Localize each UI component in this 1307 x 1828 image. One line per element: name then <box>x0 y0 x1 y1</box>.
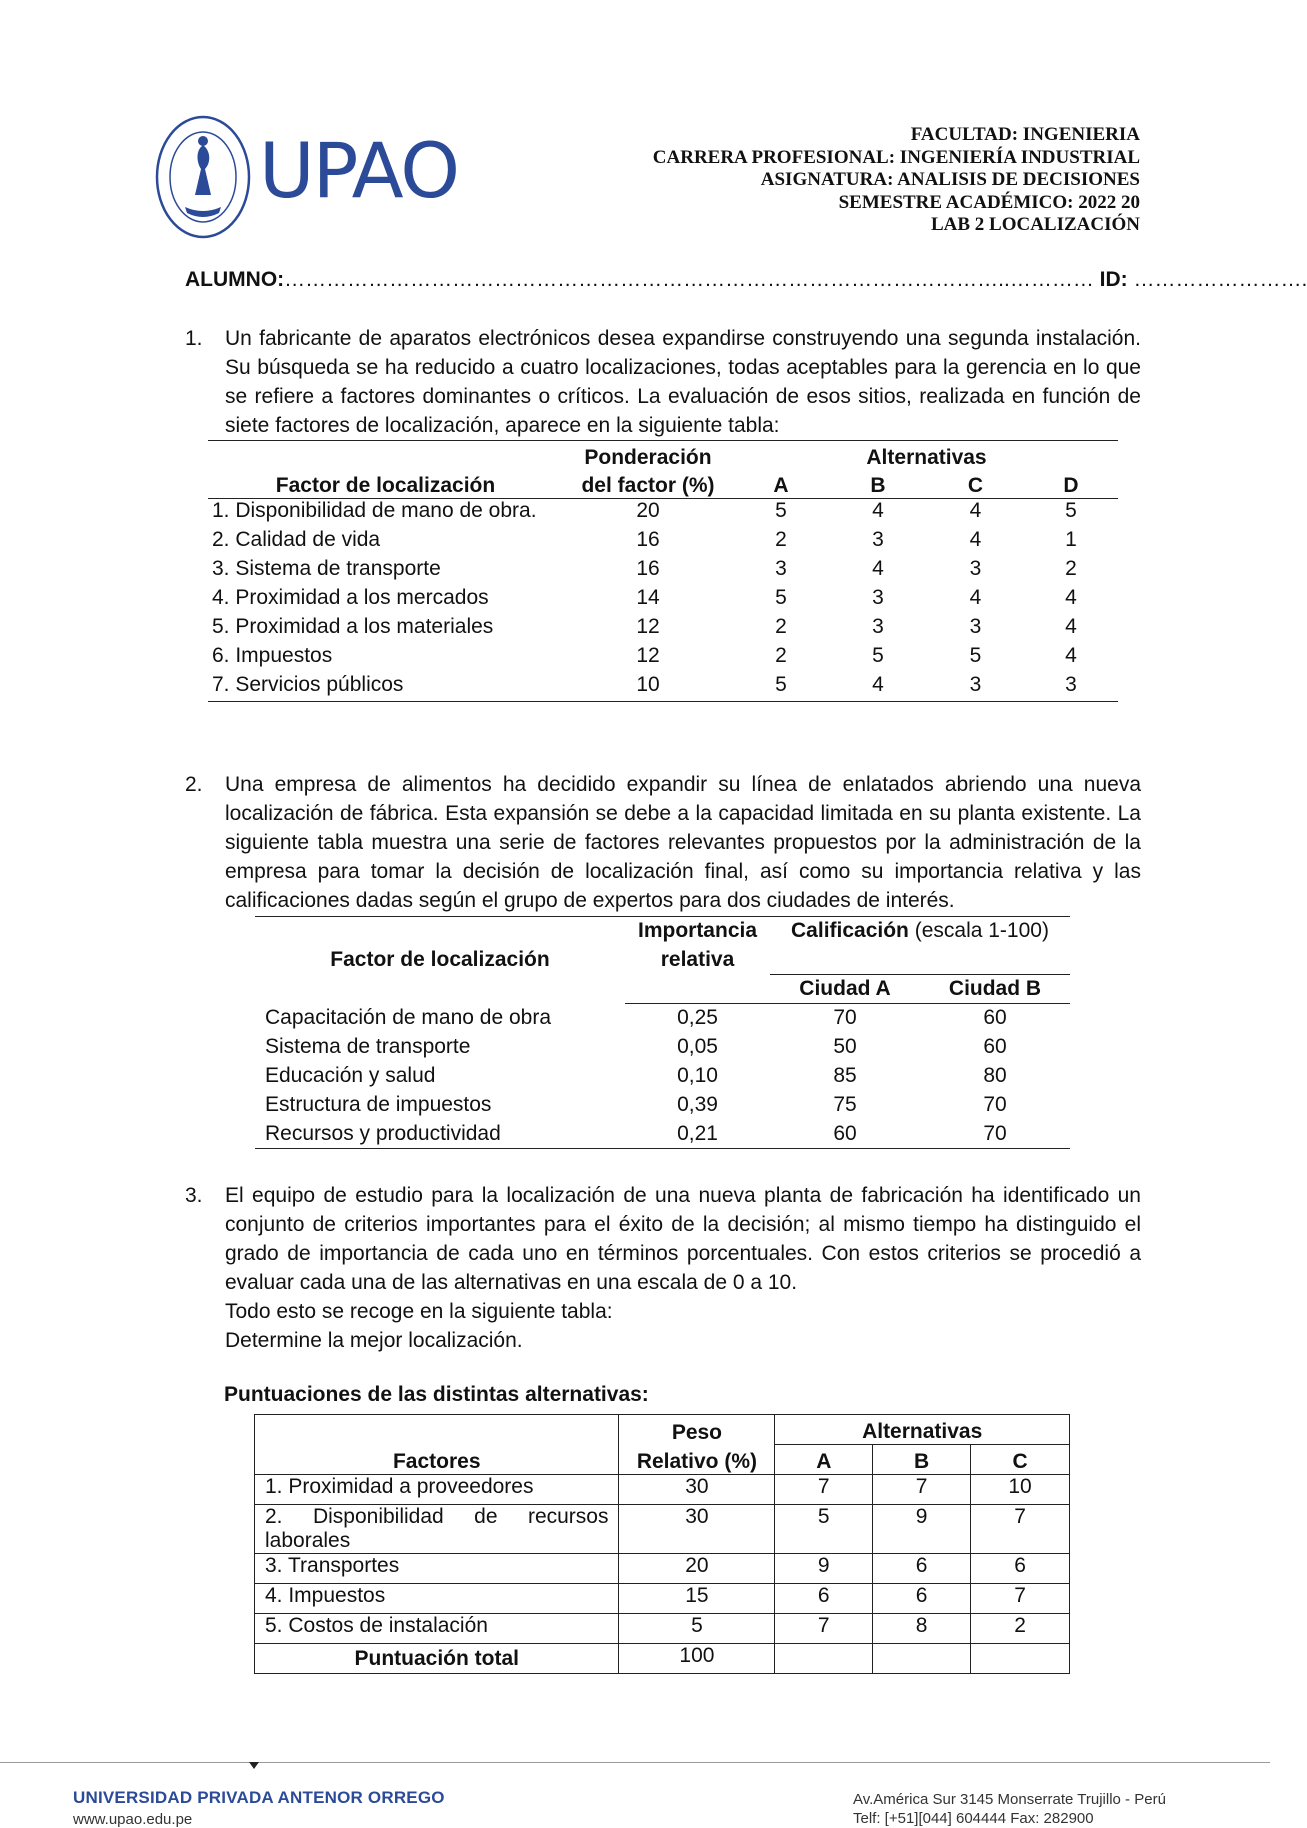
rating-label: Calificación <box>791 919 909 943</box>
city-a-cell: 60 <box>833 1121 857 1145</box>
weight-cell: 12 <box>636 643 660 667</box>
factor-cell: 4. Impuestos <box>255 1584 619 1614</box>
question-text: El equipo de estudio para la localización de una nueva planta de fabricación ha identificado un conjunto de criterios importantes para el éxito de la decisión; al mismo tiempo ha distinguido el grado de importancia de cada uno en términos porcentuales. Con estos criterios se procedió a evaluar cada una de las alternativas en una escala de 0 a 10. <box>225 1184 1141 1294</box>
factor-cell: 5. Costos de instalación <box>255 1614 619 1644</box>
alt-c-cell: 6 <box>971 1554 1070 1584</box>
alternatives-score-table <box>254 1414 1070 1674</box>
subject-line: ASIGNATURA: ANALISIS DE DECISIONES <box>760 169 1140 190</box>
logo-wordmark: UPAO <box>259 126 459 215</box>
alt-a-cell: 6 <box>775 1584 873 1614</box>
question-number: 1. <box>185 327 203 350</box>
faculty-line: FACULTAD: INGENIERIA <box>910 124 1140 145</box>
alt-b-cell: 3 <box>872 585 884 609</box>
table-row <box>208 557 1118 586</box>
weight-cell: 5 <box>619 1614 775 1644</box>
alt-d-cell: 4 <box>1065 585 1077 609</box>
weight-header: Peso <box>619 1415 775 1445</box>
table-row <box>255 1505 1070 1554</box>
factor-cell: 1. Disponibilidad de mano de obra. <box>212 499 537 522</box>
table-row <box>208 615 1118 644</box>
alt-d-cell: 4 <box>1065 643 1077 667</box>
alt-c-cell: 7 <box>971 1505 1070 1554</box>
question-line: Todo esto se recoge en la siguiente tabla: <box>225 1300 613 1323</box>
weight-cell: 20 <box>636 499 660 522</box>
alt-c-cell: 4 <box>969 585 982 609</box>
alt-b-header: B <box>829 470 927 499</box>
alt-b-cell: 4 <box>872 499 884 522</box>
table-caption: Puntuaciones de las distintas alternativas: <box>224 1383 649 1406</box>
question-1 <box>185 324 1141 440</box>
alt-a-cell: 2 <box>775 527 787 551</box>
alt-d-header: D <box>1024 470 1118 499</box>
question-text: Un fabricante de aparatos electrónicos desea expandirse construyendo una segunda instalación. Su búsqueda se ha reducido a cuatro localizaciones, todas aceptables para la gerencia en lo que se refiere a factores dominantes o críticos. La evaluación de esos sitios, realizada en función de siete factores de localización, aparece en la siguiente tabla: <box>225 327 1141 437</box>
upao-logo <box>155 115 465 241</box>
footer-university <box>73 1788 445 1828</box>
alt-d-cell: 2 <box>1065 556 1077 580</box>
alt-c-cell: 4 <box>969 527 982 551</box>
website-link[interactable]: www.upao.edu.pe <box>73 1811 193 1828</box>
alt-c-cell: 3 <box>969 556 982 580</box>
importance-subheader: relativa <box>660 948 735 971</box>
city-a-cell: 50 <box>833 1035 857 1058</box>
table-row <box>255 1120 1070 1149</box>
alternatives-header: Alternativas <box>775 1415 1070 1445</box>
table-row <box>255 1062 1070 1091</box>
university-name: UNIVERSIDAD PRIVADA ANTENOR ORREGO <box>73 1788 445 1807</box>
alt-b-cell: 9 <box>873 1505 971 1554</box>
weight-cell: 15 <box>619 1584 775 1614</box>
alt-c-cell: 2 <box>971 1614 1070 1644</box>
alt-d-cell: 1 <box>1065 527 1077 551</box>
weight-subheader: del factor (%) <box>563 470 733 499</box>
factor-cell: Educación y salud <box>265 1064 436 1087</box>
factor-cell: Sistema de transporte <box>265 1035 471 1058</box>
table-row <box>255 1584 1070 1614</box>
question-text: Una empresa de alimentos ha decidido expandir su línea de enlatados abriendo una nueva localización de fábrica. Esta expansión se debe a la capacidad limitada en su planta existente. La siguiente tabla muestra una serie de factores relevantes propuestos por la administración de la empresa para tomar la decisión de localización final, así como su importancia relativa y las calificaciones dadas según el grupo de expertos para dos ciudades de interés. <box>225 773 1141 912</box>
table-row <box>255 1091 1070 1120</box>
alt-b-cell: 3 <box>872 527 884 551</box>
alt-a-header: A <box>775 1445 873 1475</box>
alt-b-cell: 5 <box>872 643 884 667</box>
factor-cell: 3. Sistema de transporte <box>212 556 441 580</box>
student-name-field[interactable]: …………………………………………………………………………………………..………… <box>284 268 1094 291</box>
alt-a-cell: 5 <box>775 585 787 609</box>
factor-cell: 4. Proximidad a los mercados <box>212 585 489 609</box>
alt-c-cell: 7 <box>971 1584 1070 1614</box>
alt-a-cell: 2 <box>775 643 787 667</box>
city-b-cell: 80 <box>983 1064 1007 1087</box>
rating-header <box>770 917 1070 946</box>
weight-cell: 14 <box>636 585 660 609</box>
table-row <box>255 1475 1070 1505</box>
importance-cell: 0,21 <box>677 1121 718 1145</box>
footer-contact <box>853 1790 1166 1828</box>
importance-cell: 0,10 <box>677 1064 718 1087</box>
factor-cell: 2. Calidad de vida <box>212 527 381 551</box>
alt-a-cell: 7 <box>775 1475 873 1505</box>
alt-b-cell: 6 <box>873 1584 971 1614</box>
total-label: Puntuación total <box>255 1644 619 1674</box>
importance-header: Importancia <box>637 919 758 943</box>
weight-header: Ponderación <box>584 445 712 469</box>
alternatives-header: Alternativas <box>866 445 987 469</box>
weight-cell: 16 <box>636 527 660 551</box>
phone-text: Telf: [+51][044] 604444 Fax: 282900 <box>853 1810 1094 1827</box>
alt-c-cell: 3 <box>969 614 982 638</box>
table-row <box>255 1004 1070 1033</box>
factor-cell: 2. Disponibilidad de recursos laborales <box>255 1505 619 1554</box>
career-line: CARRERA PROFESIONAL: INGENIERÍA INDUSTRIAL <box>652 146 1140 168</box>
city-ratings-table <box>255 916 1070 1149</box>
weight-cell: 20 <box>619 1554 775 1584</box>
factor-cell: Recursos y productividad <box>265 1121 501 1145</box>
alt-d-cell: 3 <box>1065 672 1077 696</box>
city-a-header: Ciudad A <box>770 975 920 1004</box>
factor-cell: 3. Transportes <box>255 1554 619 1584</box>
table-row <box>208 499 1118 528</box>
weight-cell: 10 <box>636 672 660 696</box>
weight-cell: 30 <box>619 1475 775 1505</box>
city-b-cell: 70 <box>983 1093 1007 1116</box>
importance-cell: 0,39 <box>677 1093 718 1116</box>
alt-b-cell: 4 <box>872 672 884 696</box>
alt-c-cell: 3 <box>969 672 982 696</box>
table-row <box>208 586 1118 615</box>
city-a-cell: 85 <box>833 1064 857 1087</box>
factor-cell: 6. Impuestos <box>212 643 333 667</box>
alt-a-cell: 2 <box>775 614 787 638</box>
alt-a-cell: 3 <box>775 556 787 580</box>
total-c-cell[interactable] <box>971 1644 1070 1674</box>
factor-header: Factor de localización <box>330 948 550 972</box>
weight-cell: 30 <box>619 1505 775 1554</box>
alt-a-cell: 5 <box>775 1505 873 1554</box>
question-instruction: Determine la mejor localización. <box>225 1329 523 1352</box>
factor-header: Factor de localización <box>208 470 563 499</box>
question-number: 2. <box>185 773 203 796</box>
alt-c-header: C <box>927 470 1024 499</box>
factor-cell: 7. Servicios públicos <box>212 672 404 696</box>
alt-b-cell: 3 <box>872 614 884 638</box>
question-3 <box>185 1181 1141 1355</box>
table-row <box>208 644 1118 673</box>
alt-d-cell: 4 <box>1065 614 1077 638</box>
alt-d-cell: 5 <box>1065 499 1077 522</box>
table-row <box>255 1614 1070 1644</box>
table-row <box>255 1554 1070 1584</box>
alt-c-header: C <box>971 1445 1070 1475</box>
importance-cell: 0,05 <box>677 1035 718 1058</box>
factors-header: Factores <box>255 1415 619 1475</box>
alt-b-header: B <box>873 1445 971 1475</box>
address-text: Av.América Sur 3145 Monserrate Trujillo - Perú <box>853 1791 1166 1808</box>
city-b-cell: 70 <box>983 1121 1007 1145</box>
factor-cell: 1. Proximidad a proveedores <box>255 1475 619 1505</box>
location-factors-table <box>208 440 1118 702</box>
table-row <box>208 528 1118 557</box>
alt-c-cell: 4 <box>969 499 982 522</box>
weight-subheader: Relativo (%) <box>619 1445 775 1475</box>
university-seal-icon <box>155 115 251 239</box>
city-a-cell: 70 <box>833 1006 857 1030</box>
table-row <box>255 1033 1070 1062</box>
question-2 <box>185 770 1141 915</box>
alt-b-cell: 6 <box>873 1554 971 1584</box>
alt-a-cell: 5 <box>775 499 787 522</box>
alt-c-cell: 10 <box>971 1475 1070 1505</box>
city-b-header: Ciudad B <box>920 975 1070 1004</box>
alt-a-cell: 7 <box>775 1614 873 1644</box>
total-a-cell[interactable] <box>775 1644 873 1674</box>
city-b-cell: 60 <box>983 1006 1007 1030</box>
question-number: 3. <box>185 1184 203 1207</box>
alt-a-cell: 9 <box>775 1554 873 1584</box>
factor-cell: Capacitación de mano de obra <box>265 1006 552 1029</box>
total-weight-cell: 100 <box>619 1644 775 1674</box>
factor-cell: Estructura de impuestos <box>265 1093 492 1116</box>
total-b-cell[interactable] <box>873 1644 971 1674</box>
city-b-cell: 60 <box>983 1035 1007 1058</box>
footer-divider <box>0 1762 1270 1763</box>
alt-b-cell: 8 <box>873 1614 971 1644</box>
student-label: ALUMNO: <box>185 268 285 291</box>
alt-a-header: A <box>733 470 829 499</box>
header-info <box>653 124 1140 237</box>
alt-b-cell: 7 <box>873 1475 971 1505</box>
lab-line: LAB 2 LOCALIZACIÓN <box>930 214 1140 235</box>
total-row <box>255 1644 1070 1674</box>
semester-line: SEMESTRE ACADÉMICO: 2022 20 <box>838 191 1140 213</box>
alt-c-cell: 5 <box>969 643 982 667</box>
rating-scale: (escala 1-100) <box>908 919 1049 943</box>
footer-marker-icon <box>249 1762 259 1769</box>
table-row <box>208 673 1118 702</box>
alt-b-cell: 4 <box>872 556 884 580</box>
importance-cell: 0,25 <box>677 1006 718 1030</box>
weight-cell: 16 <box>636 556 660 580</box>
city-a-cell: 75 <box>833 1093 857 1116</box>
factor-cell: 5. Proximidad a los materiales <box>212 614 494 638</box>
id-field[interactable]: ……………………. <box>1133 268 1307 291</box>
alt-a-cell: 5 <box>775 672 787 696</box>
weight-cell: 12 <box>636 614 660 638</box>
student-line <box>185 268 1307 292</box>
id-label: ID: <box>1099 268 1128 291</box>
